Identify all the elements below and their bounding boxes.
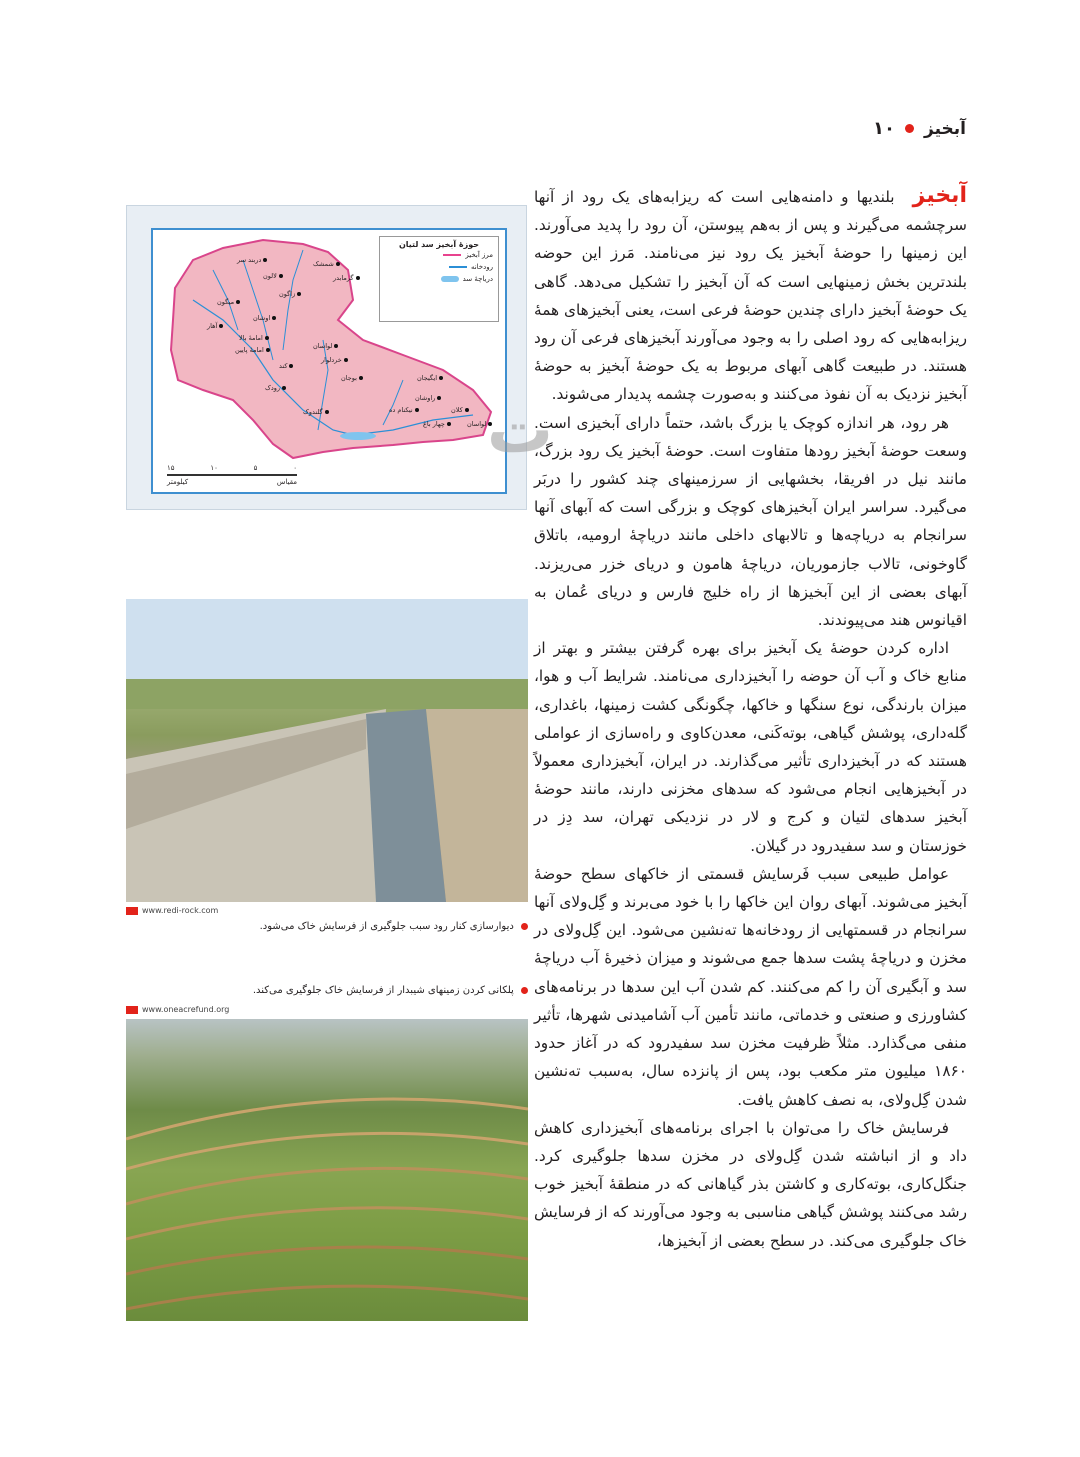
map-town: لواسان [467, 420, 492, 428]
article-paragraph-4: عوامل طبیعی سبب فَرسایش قسمتی از خاکهای سطح حوضهٔ آبخیز می‌شوند. آبهای روان این خاکها را با خود می‌برند و گِل‌ولای آنها سرانجام در قسمتهایی از رودخانه‌ها ته‌نشین می‌شود. این گِل‌ولای در مخزن و دریاچهٔ پشت سدها جمع می‌شوند و میزان ذخیرهٔ آب دریاچهٔ سد و آبگیری آن را کم می‌کنند. کم شدن آب این سدها در برنامه‌های کشاورزی و صنعتی و خدماتی، مانند تأمین آب آشامیدنی شهرها، تأثیر منفی می‌گذارد. مثلاً ظرفیت مخزن سد سفیدرود که در آغاز حدود ۱۸۶۰ میلیون متر مکعب بود، پس از پانزده سال، به‌سبب ته‌نشین شدن گِل‌ولای، به نصف کاهش یافت. [534, 864, 967, 1109]
map-town: گرمابدر [333, 274, 360, 282]
scale-captions [167, 478, 297, 486]
map-town: دربند سر [237, 256, 267, 264]
map-town: امامهٔ بالا [239, 334, 269, 342]
legend-row-river [380, 261, 498, 273]
scale-numbers [167, 464, 297, 472]
terraced-hills-photo [126, 1019, 528, 1321]
credit-icon [126, 907, 138, 915]
map-town: راوشان [415, 394, 441, 402]
map-town: بوجان [341, 374, 363, 382]
scale-bar [167, 474, 297, 476]
watermark-logo: ت [486, 391, 554, 468]
page-number: ۱۰ [873, 118, 896, 139]
map-town: کند [279, 362, 293, 370]
article-paragraph-1 [534, 182, 967, 409]
reservoir-lake [340, 432, 376, 440]
photo2-credit [126, 1005, 229, 1014]
retaining-wall-photo [126, 599, 528, 902]
article-body [534, 182, 967, 1255]
scale-number: ۱۰ [210, 464, 218, 472]
photo2-credit-text: www.oneacrefund.org [142, 1005, 230, 1014]
legend-label-border: مرز آبخیز [465, 251, 493, 259]
map-town: لالون [263, 272, 283, 280]
legend-label-river: رودخانه [470, 263, 493, 271]
map-town: خرد‌لوار [321, 356, 348, 364]
map-town: ایگیجان [417, 374, 443, 382]
map-town: میگون [217, 298, 240, 306]
legend-row-border [380, 249, 498, 261]
photo1-credit-text: www.redi-rock.com [142, 906, 219, 915]
map-town: رودک [265, 384, 286, 392]
retaining-wall-illustration [126, 599, 528, 902]
photo1-credit [126, 906, 218, 915]
map-town: امامهٔ پایین [235, 346, 270, 354]
article-paragraph-3: اداره کردن حوضهٔ یک آبخیز برای بهره گرفتن بیشتر و بهتر از منابع خاک و آب آن حوضه را آبخیزداری می‌نامند. شرایط آب و هوا، میزان بارندگی، نوع سنگها و خاکها، چگونگی کشت زمینها، باغداری، گله‌داری، پوشش گیاهی، بوته‌کَنی، معدن‌کاوی و راه‌سازی از عواملی هستند که در آبخیزداری تأثیر می‌گذارند. در ایران، آبخیزداری معمولاً در آبخیزهایی انجام می‌شود که سدهای مخزنی دارند، مانند حوضهٔ آبخیز سدهای لتیان و کرج و لار در نزدیکی تهران، سد دِز در خوزستان و سد سفیدرود در گیلان. [534, 639, 967, 855]
scale-number: ۱۵ [167, 464, 175, 472]
photo1-caption-text: دیوارسازی کنار رود سبب جلوگیری از فرسایش خاک می‌شود. [259, 921, 514, 932]
map-town: نیکنام ده [389, 406, 419, 414]
legend-label-lake: دریاچهٔ سد [462, 275, 493, 283]
map-town: شمشک [313, 260, 340, 268]
map-legend [379, 236, 499, 322]
credit-icon [126, 1006, 138, 1014]
caption-bullet-icon [521, 923, 528, 930]
caption-bullet-icon [521, 987, 528, 994]
photo2-caption [253, 985, 528, 996]
scale-number: ۵ [253, 464, 258, 472]
legend-row-lake [380, 273, 498, 285]
map-town: اوشان [253, 314, 276, 322]
watershed-map [126, 205, 527, 510]
header-title: آبخیز [924, 118, 966, 139]
terraces-illustration [126, 1019, 528, 1321]
photo2-caption-text: پلکانی کردن زمینهای شیبدار از فرسایش خاک جلوگیری می‌کند. [252, 985, 514, 996]
map-town: کلان [451, 406, 469, 414]
article-paragraph-2: هر رود، هر اندازه کوچک یا بزرگ باشد، حتماً دارای آبخیزی است. وسعت حوضهٔ آبخیز رودها متفاوت است. حوضهٔ آبخیز یک رود بزرگ، مانند نیل در افریقا، بخشهایی از سرزمینهای چند کشور را دربَر می‌گیرد. سراسر ایران آبخیزهای کوچک و بزرگی است که آبهای آنها سرانجام به دریاچه‌ها و تالابهای داخلی مانند دریاچهٔ ارومیه، باتلاق گاوخونی، تالاب جازموریان، دریاچهٔ هامون و دریای خزر می‌ریزند. آبهای بعضی از این آبخیزها از راه خلیج فارس و دریای عُمان به اقیانوس هند می‌پیوندند. [534, 413, 967, 630]
scale-label: مقیاس [276, 478, 297, 486]
lead-term: آبخیز [912, 183, 967, 208]
article-paragraph-5: فرسایش خاک را می‌توان با اجرای برنامه‌های آبخیزداری کاهش داد و از انباشته شدن گِل‌ولای در مخزن سدها جلوگیری کرد. جنگل‌کاری، بوته‌کاری و کاشتن بذر گیاهانی که در منطقهٔ آبخیز خوب رشد می‌کنند پوشش گیاهی مناسبی به وجود می‌آورند که از فرسایش خاک جلوگیری می‌کند. در سطح بعضی از آبخیزها، [534, 1118, 967, 1250]
header-dot-icon [905, 124, 914, 133]
running-header [873, 118, 966, 139]
map-scale [167, 464, 297, 486]
border-line-icon [443, 254, 461, 256]
photo1-caption [260, 921, 528, 932]
map-town: گلندوک [303, 408, 329, 416]
river-line-icon [449, 266, 467, 268]
scale-number: ۰ [293, 464, 297, 472]
legend-title: حوزهٔ آبخیز سد لتیان [398, 240, 480, 249]
scale-unit: کیلومتر [167, 478, 189, 486]
lake-shape-icon [441, 276, 459, 282]
map-town: آهار [207, 322, 223, 330]
map-frame [151, 228, 507, 494]
map-town: لواسان [313, 342, 338, 350]
map-town: زاگون [279, 290, 301, 298]
paragraph-1-text: بلندیها و دامنه‌هایی است که ریزابه‌های یک رود از آنها سرچشمه می‌گیرند و پس از به‌هم پیوستن، آن رود را پدید می‌آورند. این زمینها را حوضهٔ آبخیز یک رود نیز می‌نامند. مَرز این حوضه بلندترین بخش زمینهایی است که آن آبخیز را تشکیل می‌دهد. گاهی یک حوضهٔ آبخیز دارای چندین حوضهٔ فرعی است، یعنی آبخیزهای همهٔ ریزابه‌هایی که رود اصلی را به وجود می‌آورند آبخیزهای فرعی آن رود هستند. در طبیعت گاهی آبهای مربوط به یک حوضهٔ آبخیز به حوضهٔ آبخیز نزدیک به آن نفوذ می‌کنند و به‌صورت چشمه پدیدار می‌شوند. [534, 188, 967, 404]
map-town: چهار باغ [423, 420, 451, 428]
